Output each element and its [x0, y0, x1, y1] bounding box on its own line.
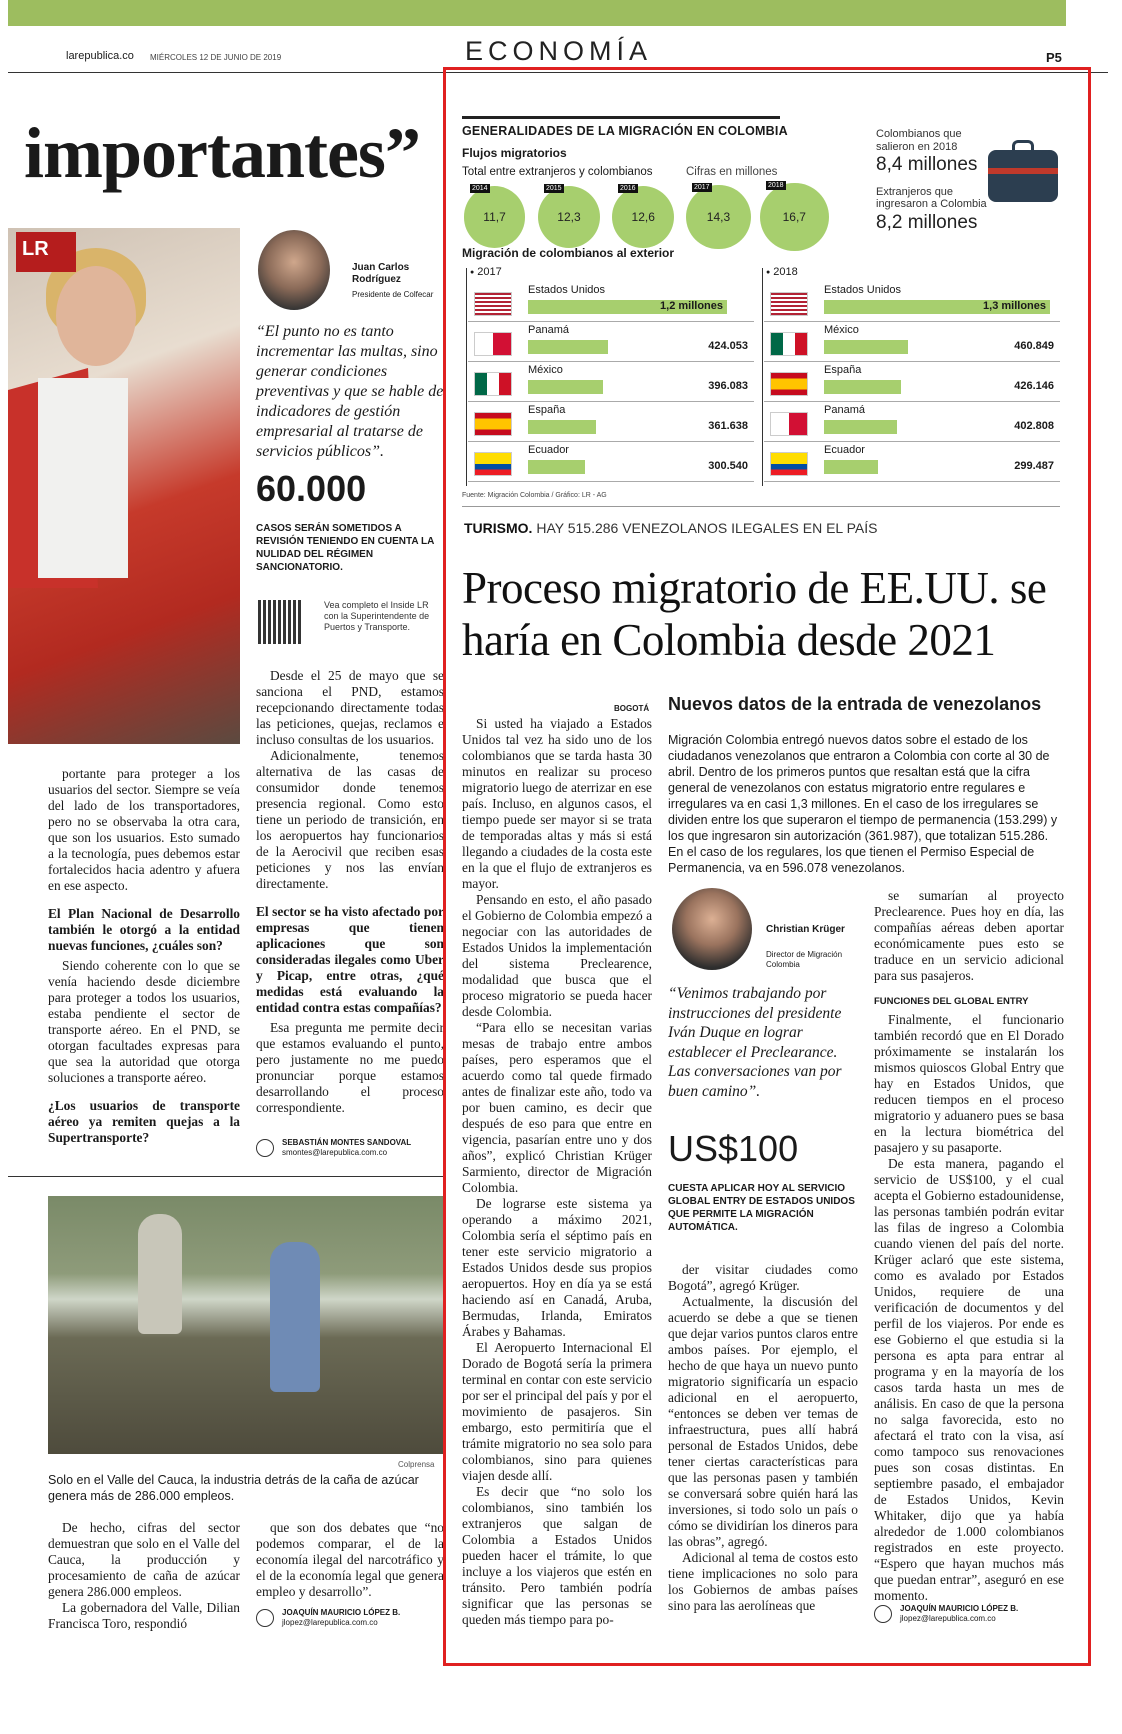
portrait-juan-carlos — [258, 230, 330, 310]
paragraph: Adicional al tema de costos esto tiene implicaciones no solo para los Gobiernos de ambas países sino para las aerolíneas que — [668, 1550, 858, 1613]
infographic-title-bar — [462, 116, 780, 119]
country-value: 402.808 — [1014, 420, 1054, 432]
infographic-title: GENERALIDADES DE LA MIGRACIÓN EN COLOMBIA — [462, 124, 788, 138]
country-name: España — [824, 364, 862, 376]
mx-flag-icon — [770, 332, 808, 356]
portrait-christian-kruger — [672, 888, 752, 970]
axis-line-2017 — [466, 268, 467, 486]
publication-url: larepublica.co — [66, 50, 134, 62]
bubble-year-label: 2016 — [620, 184, 636, 192]
country-row — [468, 402, 754, 442]
kicker — [464, 520, 877, 536]
chart-source: Fuente: Migración Colombia / Gráfico: LR - AG — [462, 492, 607, 499]
left-column-2 — [256, 668, 444, 1116]
country-row — [764, 402, 1060, 442]
country-name: México — [824, 324, 859, 336]
section-subhead: FUNCIONES DEL GLOBAL ENTRY — [874, 996, 1029, 1007]
migration-chart-2017 — [468, 266, 754, 490]
country-bar — [824, 340, 908, 354]
left-bottom-column-2 — [256, 1520, 444, 1600]
page-number: P5 — [1046, 50, 1062, 65]
mx-flag-icon — [474, 372, 512, 396]
flows-title: Flujos migratorios — [462, 146, 567, 160]
chat-icon — [256, 1139, 274, 1157]
country-value: 460.849 — [1014, 340, 1054, 352]
paragraph: se sumarían al proyecto Preclearence. Pues hoy en día, las compañías aéreas deben aportar económicamente pues esto se traduce en un servicio adicional para sus pasajeros. — [874, 888, 1064, 983]
summary-out-value: 8,4 millones — [876, 154, 978, 175]
byline-email[interactable]: jlopez@larepublica.com.co — [282, 1618, 378, 1628]
byline — [256, 1608, 444, 1629]
country-name: México — [528, 364, 563, 376]
paragraph: Desde el 25 de mayo que se sanciona el PND, estamos recepcionando directamente todas las peticiones, quejas, reclamos e incluso consultas de los usuarios. — [256, 668, 444, 747]
country-bar — [528, 460, 585, 474]
article-column-3 — [874, 888, 1064, 1604]
flows-subtitle: Total entre extranjeros y colombianos — [462, 166, 653, 178]
chat-icon — [874, 1605, 892, 1623]
kicker-text: HAY 515.286 VENEZOLANOS ILEGALES EN EL PAÍS — [536, 520, 878, 536]
paragraph: La gobernadora del Valle, Dilian Francisca Toro, respondió — [48, 1600, 240, 1631]
country-row — [468, 362, 754, 402]
country-name: Estados Unidos — [528, 284, 606, 296]
article-headline: Proceso migratorio de EE.UU. se haría en Colombia desde 2021 — [462, 563, 1047, 665]
byline-name: SEBASTIÁN MONTES SANDOVAL — [282, 1138, 412, 1147]
paragraph: der visitar ciudades como Bogotá”, agregó Krüger. — [668, 1262, 858, 1293]
interviewee-name: Juan Carlos Rodríguez — [352, 262, 410, 285]
publication-date: MIÉRCOLES 12 DE JUNIO DE 2019 — [150, 53, 282, 62]
country-value: 299.487 — [1014, 460, 1054, 472]
paragraph: Esa pregunta me permite decir que estamos evaluando el punto, pero justamente no me puedo pronunciar porque estamos desarrollando el proceso correspondiente. — [256, 1020, 444, 1115]
bubble-value-label: 16,7 — [782, 209, 806, 224]
article-column-2 — [668, 1262, 858, 1614]
country-value: 1,3 millones — [983, 300, 1046, 312]
paragraph: El Aeropuerto Internacional El Dorado de Bogotá sería la primera terminal en contar con este servicio por ser el principal del país y por el movimiento de pasajeros. Sin embargo, esto permitiría que el trámite migratorio no sea solo para colombianos, sino para quienes viajen desde allí. — [462, 1340, 652, 1483]
country-name: Ecuador — [824, 444, 865, 456]
byline-name: JOAQUÍN MAURICIO LÓPEZ B. — [900, 1604, 1019, 1613]
country-row — [468, 442, 754, 482]
interview-question: El sector se ha visto afectado por empresas que tienen aplicaciones que son consideradas ilegales como Uber y Picap, entre otras, ¿qué medidas está evaluando la entidad contra estas compañías? — [256, 904, 444, 1015]
bubble-value-label: 12,3 — [557, 209, 581, 224]
country-value: 300.540 — [708, 460, 748, 472]
summary-in-value: 8,2 millones — [876, 212, 978, 233]
ec-flag-icon — [474, 452, 512, 476]
country-bar — [824, 380, 901, 394]
qr-code-icon[interactable] — [258, 600, 302, 644]
flows-bubble-chart — [464, 180, 884, 256]
bubble-year-label: 2014 — [472, 185, 488, 193]
country-name: España — [528, 404, 566, 416]
article-subhead: Nuevos datos de la entrada de venezolanos — [668, 694, 1042, 714]
country-value: 396.083 — [708, 380, 748, 392]
paragraph: “Para ello se necesitan varias mesas de trabajo entre ambos países, pero esperamos que el acuerdo como tal quede firmado antes de finalizar este año, todo va por buen camino, es decir que después de eso para que entre en vigencia, pasarían entre uno y dos años”, explicó Christian Krüger Sarmiento, director de Migración Colombia. — [462, 1020, 652, 1195]
pull-quote: “Venimos trabajando por instrucciones del presidente Iván Duque en lograr establecer el Preclearance. Las conversaciones van por buen camino”. — [668, 985, 842, 1100]
migration-title: Migración de colombianos al exterior — [462, 246, 675, 260]
country-value: 426.146 — [1014, 380, 1054, 392]
left-bottom-column-1 — [48, 1520, 240, 1632]
bubble-year-label: 2018 — [768, 181, 784, 189]
bubble-value-label: 12,6 — [631, 209, 655, 224]
flow-bubble — [612, 186, 674, 248]
lr-logo-icon: LR — [16, 232, 76, 272]
bubble-year-label: 2015 — [546, 185, 562, 193]
byline — [256, 1138, 444, 1159]
bubble-year-label: 2017 — [694, 183, 710, 191]
byline-email[interactable]: jlopez@larepublica.com.co — [900, 1614, 996, 1624]
country-row — [764, 282, 1060, 322]
country-row — [468, 282, 754, 322]
es-flag-icon — [474, 412, 512, 436]
chat-icon — [256, 1609, 274, 1627]
pull-quote: “El punto no es tanto incrementar las multas, sino generar condiciones preventivas y que se hable de indicadores de gestión empresarial al tratarse de servicios públicos”. — [256, 323, 444, 460]
qr-caption: Vea completo el Inside LR con la Superintendente de Puertos y Transporte. — [324, 600, 430, 632]
byline — [874, 1604, 1064, 1625]
paragraph: Si usted ha viajado a Estados Unidos tal vez ha sido uno de los colombianos que se tarda hasta 30 minutos en realizar su proceso migratorio luego de aterrizar en ese país. Incluso, en algunos casos, el tiempo puede ser mayor si se trata de temporadas altas y más si está llegando a ciudades de la costa este en la que el flujo de extranjeros es mayor. — [462, 716, 652, 891]
paragraph: De hecho, cifras del sector demuestran que solo en el Valle del Cauca, la producción y procesamiento de caña de azúcar genera 286.000 empleos. — [48, 1520, 240, 1599]
us-flag-icon — [770, 292, 808, 316]
photo-caption: Solo en el Valle del Cauca, la industria detrás de la caña de azúcar genera más de 286.000 empleos. — [48, 1473, 419, 1503]
highlight-figure-desc: CASOS SERÁN SOMETIDOS A REVISIÓN TENIENDO EN CUENTA LA NULIDAD DEL RÉGIMEN SANCIONATORIO. — [256, 523, 434, 573]
paragraph: portante para proteger a los usuarios del sector. Siempre se veía del lado de los transportadores, pero no se observaba la otra cara, que son los usuarios. Esto sumado a la tecnología, pues debemos estar fortalecidos hacia adentro y afuera en ese aspecto. — [48, 766, 240, 893]
byline-email[interactable]: smontes@larepublica.com.co — [282, 1148, 388, 1158]
highlight-figure-desc: CUESTA APLICAR HOY AL SERVICIO GLOBAL ENTRY DE ESTADOS UNIDOS QUE PERMITE LA MIGRACIÓN AUTOMÁTICA. — [668, 1183, 855, 1233]
interview-photo — [8, 228, 240, 744]
paragraph: Finalmente, el funcionario también recordó que en El Dorado próximamente se instalarán los mismos quioscos Global Entry que hay en Estados Unidos, que reducen tiempos en el proceso migratorio y aduanero pues se basa en la lectura biométrica del pasajero y su pasaporte. — [874, 1012, 1064, 1155]
paragraph: Actualmente, la discusión del acuerdo se debe a que se tienen que dejar varios puntos claros entre ambos países. Por ejemplo, el hecho de que haya un nuevo punto migratorio significaría un espacio adicional en el aeropuerto, “entonces se deben ver temas de infraestructura, pues allí habrá personal de Estados Unidos, debe tener ciertas características para que las personas pasen y también se conversará sobre quién hará las inversiones, si todo solo un país o cómo se dividirían los dineros para las obras”, agregó. — [668, 1294, 859, 1549]
country-row — [764, 362, 1060, 402]
paragraph: Siendo coherente con lo que se venía haciendo desde diciembre para proteger a todos los usuarios, estaba pendiente el sector de transporte aéreo. En el PND, se otorgan facultades expresas para que sea la autoridad que otorga soluciones a transporte aéreo. — [48, 958, 240, 1085]
pa-flag-icon — [770, 412, 808, 436]
highlight-figure: 60.000 — [256, 468, 367, 509]
flow-bubble — [538, 186, 600, 248]
paragraph: Es decir que “no solo los colombianos, sino también los extranjeros que salgan de Colombia a Estados Unidos pueden hacer el trámite, lo que incluye a los viajeros que estén en tránsito. Pero también podría significar que las personas se queden más tiempo para po- — [462, 1484, 652, 1627]
suitcase-icon — [988, 150, 1058, 202]
left-column-1 — [48, 766, 240, 1150]
flow-bubble — [464, 186, 525, 247]
country-bar — [528, 420, 596, 434]
flow-bubble — [760, 183, 829, 252]
country-bar — [528, 340, 608, 354]
summary-in-label: Extranjeros que ingresaron a Colombia — [876, 186, 987, 210]
country-bar — [824, 460, 878, 474]
interview-question: El Plan Nacional de Desarrollo también le otorgó a la entidad nuevas funciones, ¿cuáles son? — [48, 906, 240, 953]
dateline: BOGOTÁ — [614, 704, 650, 713]
pa-flag-icon — [474, 332, 512, 356]
interviewee-role: Presidente de Colfecar — [352, 290, 434, 299]
country-bar — [824, 420, 897, 434]
kicker-label: TURISMO. — [464, 520, 533, 536]
interview-question: ¿Los usuarios de transporte aéreo ya remiten quejas a la Supertransporte? — [48, 1098, 240, 1145]
axis-line-2018 — [762, 268, 763, 486]
story-divider — [8, 1176, 446, 1177]
left-headline: importantes” — [24, 113, 420, 193]
flow-bubble — [686, 185, 751, 250]
series-year-label: ● 2018 — [766, 266, 798, 278]
bubble-value-label: 11,7 — [483, 209, 506, 224]
flows-unit: Cifras en millones — [686, 166, 778, 178]
paragraph: Adicionalmente, tenemos alternativa de las casas de consumidor donde tenemos presencia regional. Como esto tiene un periodo de transición, en los aeropuertos hay funcionarios de la Aerocivil que reciben esas peticiones y nos las envían directamente. — [256, 748, 444, 891]
interviewee-role: Director de Migración Colombia — [766, 950, 843, 969]
interviewee-name: Christian Krüger — [766, 924, 845, 935]
country-value: 361.638 — [708, 420, 748, 432]
country-name: Panamá — [824, 404, 865, 416]
country-bar — [528, 380, 603, 394]
section-color-bar — [8, 0, 1066, 26]
highlight-figure: US$100 — [668, 1128, 799, 1169]
paragraph: que son dos debates que “no podemos comparar, el de la economía ilegal del narcotráfico y el de la economía legal que genera empleo y desarrollo”. — [256, 1520, 444, 1599]
country-value: 424.053 — [708, 340, 748, 352]
migration-chart-2018 — [764, 266, 1060, 490]
summary-out-label: Colombianos que salieron en 2018 — [876, 128, 962, 153]
field-workers-photo — [48, 1196, 444, 1454]
country-row — [764, 442, 1060, 482]
photo-credit: Colprensa — [398, 1460, 435, 1469]
us-flag-icon — [474, 292, 512, 316]
series-year-label: ● 2017 — [470, 266, 502, 278]
paragraph: Pensando en esto, el año pasado el Gobierno de Colombia empezó a negociar con las autoridades de Estados Unidos la implementación del sistema Preclearence, modalidad que busca que el proceso migratorio se pueda hacer desde Colombia. — [462, 892, 653, 1019]
chart-divider — [462, 506, 1060, 507]
ec-flag-icon — [770, 452, 808, 476]
section-name: ECONOMÍA — [465, 36, 653, 66]
byline-name: JOAQUÍN MAURICIO LÓPEZ B. — [282, 1608, 401, 1617]
article-intro: Migración Colombia entregó nuevos datos sobre el estado de los ciudadanos venezolanos que entraron a Colombia con corte al 30 de abril. Dentro de los primeros puntos que resaltan está que la cifra general de venezolanos con estatus migratorio entre regulares e irregulares va en casi 1,3 millones. En el caso de los irregulares se dividen entre los que superaron el tiempo de permanencia (153.299) y los que ingresaron sin autorización (361.987), que totalizan 515.286. En el caso de los regulares, los que tienen el Permiso Especial de Permanencia, va en 596.078 venezolanos. — [668, 733, 1058, 875]
paragraph: De esta manera, pagando el servicio de US$100, y el cual acepta el Gobierno estadounidense, las personas también podrán evitar las filas de ingreso a Colombia cuando vienen del país del norte. Krüger aclaró que este sistema, como es avalado por Estados Unidos, requiere de una verificación de documentos y del perfil de los viajeros. Por ende es ese Gobierno el que estudia si la persona es apta para entrar al programa y en la mayoría de los casos tarda hasta un mes de análisis. En caso de que la persona no salga favorecida, esto no afectará el trato con la visa, así como tampoco sus renovaciones pues son cosas distintas. En septiembre pasado, el embajador de Estados Unidos, Kevin Whitaker, dijo que ya había alrededor de 1.000 colombianos registrados en este proyecto. “Espero que hayan muchos más que puedan entrar”, aseguró en ese momento. — [874, 1156, 1064, 1603]
country-name: Estados Unidos — [824, 284, 902, 296]
country-value: 1,2 millones — [660, 300, 723, 312]
bubble-value-label: 14,3 — [706, 209, 731, 224]
es-flag-icon — [770, 372, 808, 396]
country-name: Ecuador — [528, 444, 569, 456]
country-row — [764, 322, 1060, 362]
paragraph: De lograrse este sistema ya operando a máximo 2021, Colombia sería el séptimo país en tener este servicio migratorio a Estados Unidos desde sus propios aeropuertos. Hoy en día ya se está haciendo así en Canadá, Aruba, Bermudas, Irlanda, Emiratos Árabes y Bahamas. — [462, 1196, 652, 1339]
country-name: Panamá — [528, 324, 569, 336]
article-column-1 — [462, 716, 652, 1628]
country-row — [468, 322, 754, 362]
